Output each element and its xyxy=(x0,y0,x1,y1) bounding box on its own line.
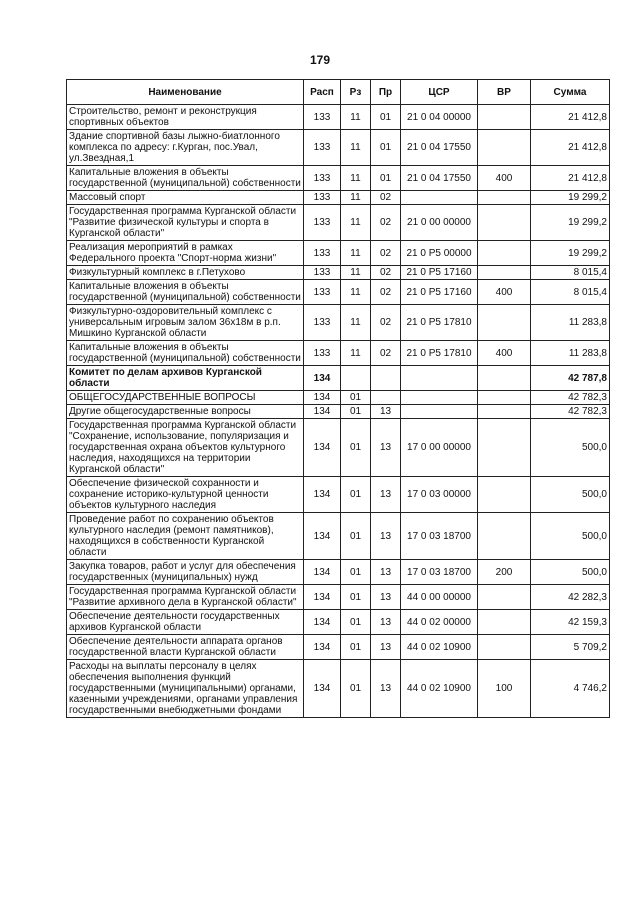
cell-pr: 13 xyxy=(371,660,401,718)
header-sum: Сумма xyxy=(531,80,610,105)
cell-sum: 42 159,3 xyxy=(531,610,610,635)
cell-name: Капитальные вложения в объекты государственной (муниципальной) собственности xyxy=(67,341,304,366)
cell-name: Строительство, ремонт и реконструкция спортивных объектов xyxy=(67,105,304,130)
cell-rasp: 134 xyxy=(304,660,341,718)
cell-pr: 02 xyxy=(371,305,401,341)
cell-sum: 42 787,8 xyxy=(531,366,610,391)
cell-pr: 02 xyxy=(371,341,401,366)
cell-rasp: 133 xyxy=(304,205,341,241)
header-vr: ВР xyxy=(478,80,531,105)
cell-rasp: 134 xyxy=(304,585,341,610)
table-row xyxy=(67,130,610,166)
cell-name: Реализация мероприятий в рамках Федерального проекта "Спорт-норма жизни" xyxy=(67,241,304,266)
cell-vr xyxy=(478,513,531,560)
cell-pr: 02 xyxy=(371,241,401,266)
table-row xyxy=(67,635,610,660)
cell-rasp: 134 xyxy=(304,477,341,513)
cell-name: Здание спортивной базы лыжно-биатлонного комплекса по адресу: г.Курган, пос.Увал, ул.Звездная,1 xyxy=(67,130,304,166)
cell-rasp: 134 xyxy=(304,635,341,660)
cell-rz: 11 xyxy=(341,205,371,241)
cell-vr xyxy=(478,635,531,660)
cell-rasp: 133 xyxy=(304,105,341,130)
table-row xyxy=(67,166,610,191)
cell-sum: 500,0 xyxy=(531,560,610,585)
table-body xyxy=(67,105,610,718)
cell-name: Проведение работ по сохранению объектов культурного наследия (ремонт памятников), находящихся в собственности Курганской области xyxy=(67,513,304,560)
table-row xyxy=(67,391,610,405)
cell-vr xyxy=(478,105,531,130)
cell-rz: 11 xyxy=(341,105,371,130)
cell-rz: 01 xyxy=(341,391,371,405)
cell-vr: 400 xyxy=(478,166,531,191)
cell-rasp: 133 xyxy=(304,280,341,305)
cell-pr xyxy=(371,366,401,391)
cell-vr: 400 xyxy=(478,280,531,305)
cell-csr: 44 0 00 00000 xyxy=(401,585,478,610)
cell-rz: 01 xyxy=(341,477,371,513)
cell-rz: 01 xyxy=(341,560,371,585)
cell-sum: 42 282,3 xyxy=(531,585,610,610)
cell-csr: 17 0 03 00000 xyxy=(401,477,478,513)
table-row xyxy=(67,660,610,718)
cell-vr xyxy=(478,419,531,477)
cell-rasp: 134 xyxy=(304,366,341,391)
cell-name: Государственная программа Курганской области "Развитие архивного дела в Курганской области" xyxy=(67,585,304,610)
cell-name: Физкультурно-оздоровительный комплекс с универсальным игровым залом 36х18м в р.п. Мишкино Курганской области xyxy=(67,305,304,341)
header-name: Наименование xyxy=(67,80,304,105)
header-rz: Рз xyxy=(341,80,371,105)
header-csr: ЦСР xyxy=(401,80,478,105)
cell-vr xyxy=(478,205,531,241)
cell-rasp: 133 xyxy=(304,266,341,280)
page-number: 179 xyxy=(309,53,331,67)
cell-name: Капитальные вложения в объекты государственной (муниципальной) собственности xyxy=(67,280,304,305)
cell-sum: 4 746,2 xyxy=(531,660,610,718)
cell-pr: 13 xyxy=(371,560,401,585)
cell-csr: 21 0 P5 17810 xyxy=(401,341,478,366)
cell-name: Закупка товаров, работ и услуг для обеспечения государственных (муниципальных) нужд xyxy=(67,560,304,585)
cell-pr: 02 xyxy=(371,205,401,241)
cell-name: Обеспечение физической сохранности и сохранение историко-культурной ценности объектов культурного наследия xyxy=(67,477,304,513)
cell-name: Расходы на выплаты персоналу в целях обеспечения выполнения функций государственными (муниципальными) органами, казенными учреждениями, органами управления государственными внебюджетными фондами xyxy=(67,660,304,718)
cell-csr: 44 0 02 00000 xyxy=(401,610,478,635)
table-row xyxy=(67,560,610,585)
cell-rz: 11 xyxy=(341,305,371,341)
cell-sum: 42 782,3 xyxy=(531,405,610,419)
cell-sum: 21 412,8 xyxy=(531,105,610,130)
cell-csr: 21 0 04 17550 xyxy=(401,166,478,191)
cell-vr: 100 xyxy=(478,660,531,718)
cell-name: ОБЩЕГОСУДАРСТВЕННЫЕ ВОПРОСЫ xyxy=(67,391,304,405)
cell-rasp: 133 xyxy=(304,341,341,366)
cell-pr: 13 xyxy=(371,477,401,513)
cell-csr: 21 0 00 00000 xyxy=(401,205,478,241)
cell-pr: 01 xyxy=(371,166,401,191)
cell-sum: 19 299,2 xyxy=(531,241,610,266)
cell-pr: 13 xyxy=(371,585,401,610)
cell-pr: 13 xyxy=(371,405,401,419)
cell-rasp: 133 xyxy=(304,166,341,191)
cell-csr: 44 0 02 10900 xyxy=(401,660,478,718)
cell-rz: 11 xyxy=(341,191,371,205)
cell-rz: 01 xyxy=(341,635,371,660)
cell-sum: 11 283,8 xyxy=(531,341,610,366)
cell-csr xyxy=(401,391,478,405)
cell-sum: 500,0 xyxy=(531,513,610,560)
cell-sum: 500,0 xyxy=(531,477,610,513)
cell-csr: 21 0 04 17550 xyxy=(401,130,478,166)
cell-sum: 19 299,2 xyxy=(531,205,610,241)
table-row xyxy=(67,191,610,205)
cell-rasp: 133 xyxy=(304,130,341,166)
cell-rasp: 134 xyxy=(304,513,341,560)
table-row xyxy=(67,241,610,266)
cell-name: Обеспечение деятельности аппарата органов государственной власти Курганской области xyxy=(67,635,304,660)
cell-rz: 01 xyxy=(341,610,371,635)
cell-pr: 13 xyxy=(371,513,401,560)
cell-pr: 02 xyxy=(371,280,401,305)
cell-name: Капитальные вложения в объекты государственной (муниципальной) собственности xyxy=(67,166,304,191)
cell-name: Комитет по делам архивов Курганской области xyxy=(67,366,304,391)
cell-rasp: 134 xyxy=(304,405,341,419)
cell-name: Массовый спорт xyxy=(67,191,304,205)
table-row xyxy=(67,610,610,635)
table-row xyxy=(67,280,610,305)
cell-csr xyxy=(401,191,478,205)
cell-csr: 17 0 03 18700 xyxy=(401,513,478,560)
cell-rasp: 133 xyxy=(304,191,341,205)
header-rasp: Расп xyxy=(304,80,341,105)
table-row xyxy=(67,513,610,560)
cell-pr: 13 xyxy=(371,610,401,635)
cell-vr xyxy=(478,191,531,205)
cell-sum: 21 412,8 xyxy=(531,130,610,166)
cell-rasp: 134 xyxy=(304,419,341,477)
cell-csr: 17 0 03 18700 xyxy=(401,560,478,585)
cell-sum: 500,0 xyxy=(531,419,610,477)
cell-rz: 11 xyxy=(341,130,371,166)
cell-csr xyxy=(401,405,478,419)
table-row xyxy=(67,341,610,366)
cell-csr xyxy=(401,366,478,391)
cell-csr: 21 0 P5 00000 xyxy=(401,241,478,266)
table-row xyxy=(67,205,610,241)
cell-pr: 02 xyxy=(371,266,401,280)
cell-pr: 13 xyxy=(371,419,401,477)
cell-vr: 400 xyxy=(478,341,531,366)
table-row xyxy=(67,305,610,341)
cell-vr xyxy=(478,585,531,610)
cell-vr xyxy=(478,366,531,391)
cell-rasp: 134 xyxy=(304,560,341,585)
header-pr: Пр xyxy=(371,80,401,105)
cell-pr xyxy=(371,391,401,405)
cell-pr: 13 xyxy=(371,635,401,660)
cell-name: Государственная программа Курганской области "Развитие физической культуры и спорта в Курганской области" xyxy=(67,205,304,241)
cell-rz: 01 xyxy=(341,419,371,477)
cell-vr xyxy=(478,391,531,405)
cell-vr xyxy=(478,477,531,513)
cell-vr xyxy=(478,305,531,341)
cell-rz xyxy=(341,366,371,391)
table-row xyxy=(67,266,610,280)
cell-pr: 01 xyxy=(371,130,401,166)
cell-rasp: 133 xyxy=(304,241,341,266)
cell-sum: 21 412,8 xyxy=(531,166,610,191)
cell-vr xyxy=(478,130,531,166)
table-header xyxy=(67,80,610,105)
cell-vr xyxy=(478,405,531,419)
cell-rz: 01 xyxy=(341,660,371,718)
cell-rz: 11 xyxy=(341,280,371,305)
table-row xyxy=(67,105,610,130)
cell-rasp: 134 xyxy=(304,391,341,405)
cell-csr: 21 0 P5 17160 xyxy=(401,280,478,305)
cell-vr: 200 xyxy=(478,560,531,585)
cell-rasp: 134 xyxy=(304,610,341,635)
cell-vr xyxy=(478,241,531,266)
cell-sum: 42 782,3 xyxy=(531,391,610,405)
cell-sum: 8 015,4 xyxy=(531,280,610,305)
cell-csr: 21 0 P5 17160 xyxy=(401,266,478,280)
cell-rz: 01 xyxy=(341,513,371,560)
cell-vr xyxy=(478,266,531,280)
cell-sum: 19 299,2 xyxy=(531,191,610,205)
cell-name: Другие общегосударственные вопросы xyxy=(67,405,304,419)
cell-csr: 44 0 02 10900 xyxy=(401,635,478,660)
cell-name: Обеспечение деятельности государственных архивов Курганской области xyxy=(67,610,304,635)
table-row xyxy=(67,419,610,477)
cell-rz: 11 xyxy=(341,266,371,280)
cell-sum: 5 709,2 xyxy=(531,635,610,660)
table-row xyxy=(67,585,610,610)
cell-csr: 21 0 P5 17810 xyxy=(401,305,478,341)
cell-pr: 02 xyxy=(371,191,401,205)
table-row xyxy=(67,405,610,419)
cell-vr xyxy=(478,610,531,635)
cell-rz: 11 xyxy=(341,341,371,366)
cell-rz: 11 xyxy=(341,241,371,266)
cell-csr: 21 0 04 00000 xyxy=(401,105,478,130)
cell-rasp: 133 xyxy=(304,305,341,341)
table-row xyxy=(67,366,610,391)
cell-rz: 01 xyxy=(341,405,371,419)
cell-rz: 01 xyxy=(341,585,371,610)
cell-sum: 11 283,8 xyxy=(531,305,610,341)
cell-name: Физкультурный комплекс в г.Петухово xyxy=(67,266,304,280)
budget-table xyxy=(66,79,610,718)
table-row xyxy=(67,477,610,513)
cell-rz: 11 xyxy=(341,166,371,191)
cell-pr: 01 xyxy=(371,105,401,130)
cell-csr: 17 0 00 00000 xyxy=(401,419,478,477)
cell-sum: 8 015,4 xyxy=(531,266,610,280)
cell-name: Государственная программа Курганской области "Сохранение, использование, популяризация и государственная охрана объектов культурного наследия, находящихся на территории Курганской области" xyxy=(67,419,304,477)
